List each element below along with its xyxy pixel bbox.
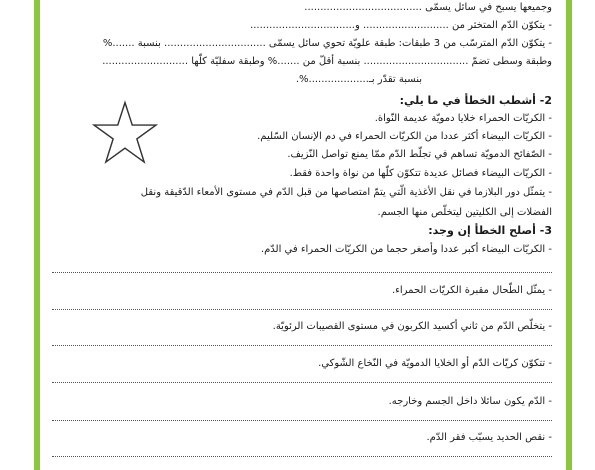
strike-item-2: - الكريّات البيضاء أكثر عددا من الكريّات الحمراء في دم الإنسان السّليم. (257, 131, 552, 142)
star-outline-icon (92, 100, 158, 166)
answer-dotted-line-4[interactable] (52, 382, 552, 383)
strike-item-6: الفضلات إلى الكليتين ليتخلّص منها الجسم. (377, 207, 552, 218)
strike-item-4: - الكريّات البيضاء فصائل عديدة تتكوّن كلّها من نواة واحدة فقط. (289, 168, 552, 179)
section3-title: 3- أصلح الخطأ إن وجد: (428, 224, 552, 237)
fill-line-4: وطبقة وسطى تضمّ ................................. بنسبة أقلّ من .......% وطبقة سفليّة كلّها ........................... (102, 56, 552, 67)
fill-line-2: - يتكوّن الدّم المتخثر من ........................... و................................. (250, 20, 552, 31)
left-green-border (34, 0, 40, 470)
answer-dotted-line-5[interactable] (52, 420, 552, 421)
correct-item-1: - الكريّات البيضاء أكبر عددا وأصغر حجما من الكريّات الحمراء في الدّم. (260, 244, 552, 255)
answer-dotted-line-6[interactable] (52, 456, 552, 457)
right-green-border (566, 0, 572, 470)
correct-item-5: - الدّم يكون سائلا داخل الجسم وخارجه. (388, 396, 552, 407)
answer-dotted-line-1[interactable] (52, 272, 552, 273)
strike-item-1: - الكريّات الحمراء خلايا دمويّة عديمة النّواة. (374, 113, 552, 124)
strike-item-5: - يتمثّل دور البلازما في نقل الأغذية الّتي يتمّ امتصاصها من قبل الدّم في مستوى الأمعاء الدّقيقة ونقل (140, 187, 552, 198)
correct-item-4: - تتكوّن كريّات الدّم أو الخلايا الدمويّة في النّخاع الشّوكي. (318, 358, 552, 369)
answer-dotted-line-3[interactable] (52, 345, 552, 346)
fill-line-5: بنسبة تقدّر بـ...................%. (295, 74, 422, 85)
strike-item-3: - الصّفائح الدمويّة تساهم في تجلّط الدّم ممّا يمنع تواصل النّزيف. (287, 149, 552, 160)
correct-item-6: - نقص الحديد يسبّب فقر الدّم. (426, 432, 552, 443)
correct-item-3: - يتخلّص الدّم من ثاني أكسيد الكربون في مستوى القصيبات الرئويّة. (272, 321, 552, 332)
answer-dotted-line-2[interactable] (52, 309, 552, 310)
fill-line-3: - يتكوّن الدّم المترسّب من 3 طبقات: طبقة علويّة تحوي سائل يسمّى ................................ بنسبة .......% (102, 38, 552, 49)
correct-item-2: - يمثّل الطّحال مقبرة الكريّات الحمراء. (392, 285, 552, 296)
section2-title: 2- أشطب الخطأ في ما يلي: (399, 94, 552, 107)
worksheet-page (52, 0, 552, 470)
fill-line-1: وجميعها يسبح في سائل يسمّى ..................................... (304, 2, 552, 13)
